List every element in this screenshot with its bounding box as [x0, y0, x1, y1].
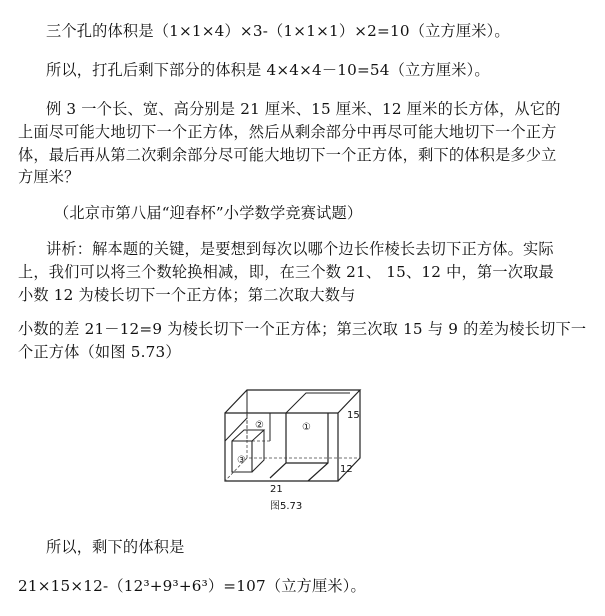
text-line-1: 三个孔的体积是（1×1×4）×3-（1×1×1）×2=10（立方厘米）。 — [46, 22, 510, 40]
source-citation: （北京市第八届“迎春杯”小学数学竞赛试题） — [54, 204, 363, 222]
label-cube-two: ② — [255, 420, 264, 431]
label-cube-one: ① — [302, 422, 311, 433]
dimension-height: 15 — [347, 410, 360, 421]
analysis-line-4: 小数的差 21－12=9 为棱长切下一个正方体；第三次取 15 与 9 的差为棱长切下一 — [18, 320, 587, 338]
cube-one-outline — [270, 413, 328, 481]
analysis-line-2: 上，我们可以将三个数轮换相减，即，在三个数 21、 15、12 中，第一次取最 — [18, 263, 554, 281]
figure-5-73 — [210, 378, 370, 518]
example-3-line-1: 例 3 一个长、宽、高分别是 21 厘米、15 厘米、12 厘米的长方体，从它的 — [46, 100, 561, 118]
cube-two-outline — [225, 390, 270, 441]
analysis-line-5: 个正方体（如图 5.73） — [18, 343, 181, 361]
label-cube-three: ③ — [237, 455, 246, 466]
cuboid-diagram — [210, 378, 370, 518]
analysis-line-3: 小数 12 为棱长切下一个正方体；第二次取大数与 — [18, 286, 356, 304]
text-line-2: 所以，打孔后剩下部分的体积是 4×4×4－10=54（立方厘米）。 — [46, 61, 490, 79]
example-3-line-4: 方厘米？ — [18, 168, 80, 186]
dimension-depth: 12 — [340, 464, 353, 475]
dimension-length: 21 — [270, 484, 283, 495]
figure-caption: 图5.73 — [270, 501, 303, 512]
example-3-line-2: 上面尽可能大地切下一个正方体，然后从剩余部分中再尽可能大地切下一个正方 — [18, 123, 557, 141]
conclusion-line-1: 所以，剩下的体积是 — [46, 538, 185, 556]
conclusion-formula: 21×15×12-（12³+9³+6³）=107（立方厘米）。 — [18, 577, 366, 595]
example-3-line-3: 体，最后再从第二次剩余部分尽可能大地切下一个正方体，剩下的体积是多少立 — [18, 146, 557, 164]
analysis-line-1: 讲析：解本题的关键，是要想到每次以哪个边长作棱长去切下正方体。实际 — [46, 240, 554, 258]
